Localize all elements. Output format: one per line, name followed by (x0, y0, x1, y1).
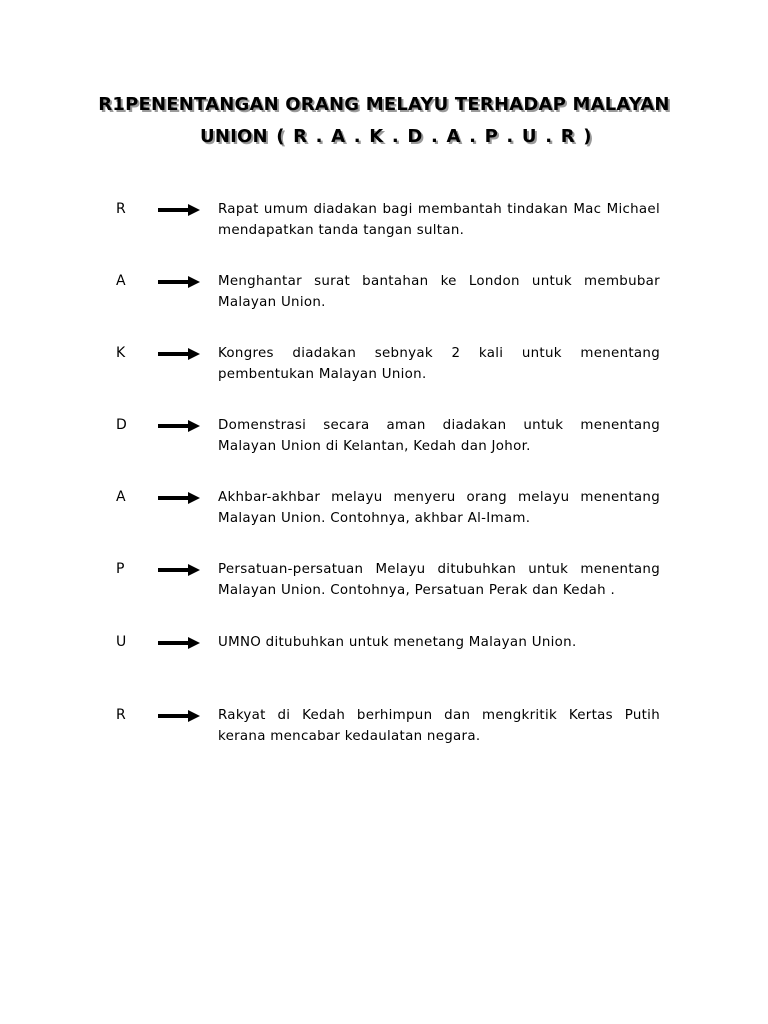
arrow-right-icon (158, 420, 200, 432)
arrow-right-icon (158, 348, 200, 360)
arrow-right-icon (158, 276, 200, 288)
item-letter: P (116, 561, 125, 577)
arrow-right-icon (158, 637, 200, 649)
arrow-right-icon (158, 564, 200, 576)
item-letter: K (116, 345, 126, 361)
item-letter: U (116, 634, 127, 650)
item-description: Rapat umum diadakan bagi membantah tindakan Mac Michael mendapatkan tanda tangan sultan. (218, 202, 660, 238)
page-title-line-2: UNION ( R . A . K . D . A . P . U . R ) (200, 126, 592, 147)
item-letter: D (116, 417, 127, 433)
arrow-right-icon (158, 204, 200, 216)
item-description: Persatuan-persatuan Melayu ditubuhkan untuk menentang Malayan Union. Contohnya, Persatuan Perak dan Kedah . (218, 562, 660, 598)
item-letter: R (116, 201, 126, 217)
item-description: Akhbar-akhbar melayu menyeru orang melayu menentang Malayan Union. Contohnya, akhbar Al-Imam. (218, 490, 660, 526)
arrow-right-icon (158, 710, 200, 722)
item-letter: A (116, 273, 126, 289)
item-description: UMNO ditubuhkan untuk menetang Malayan Union. (218, 635, 577, 650)
page-title-line-1: R1PENENTANGAN ORANG MELAYU TERHADAP MALAYAN (98, 94, 670, 115)
arrow-right-icon (158, 492, 200, 504)
item-description: Kongres diadakan sebnyak 2 kali untuk menentang pembentukan Malayan Union. (218, 346, 660, 382)
item-description: Domenstrasi secara aman diadakan untuk menentang Malayan Union di Kelantan, Kedah dan Johor. (218, 418, 660, 454)
item-description: Rakyat di Kedah berhimpun dan mengkritik Kertas Putih kerana mencabar kedaulatan negara. (218, 708, 660, 744)
item-letter: R (116, 707, 126, 723)
item-letter: A (116, 489, 126, 505)
item-description: Menghantar surat bantahan ke London untuk membubar Malayan Union. (218, 274, 660, 310)
